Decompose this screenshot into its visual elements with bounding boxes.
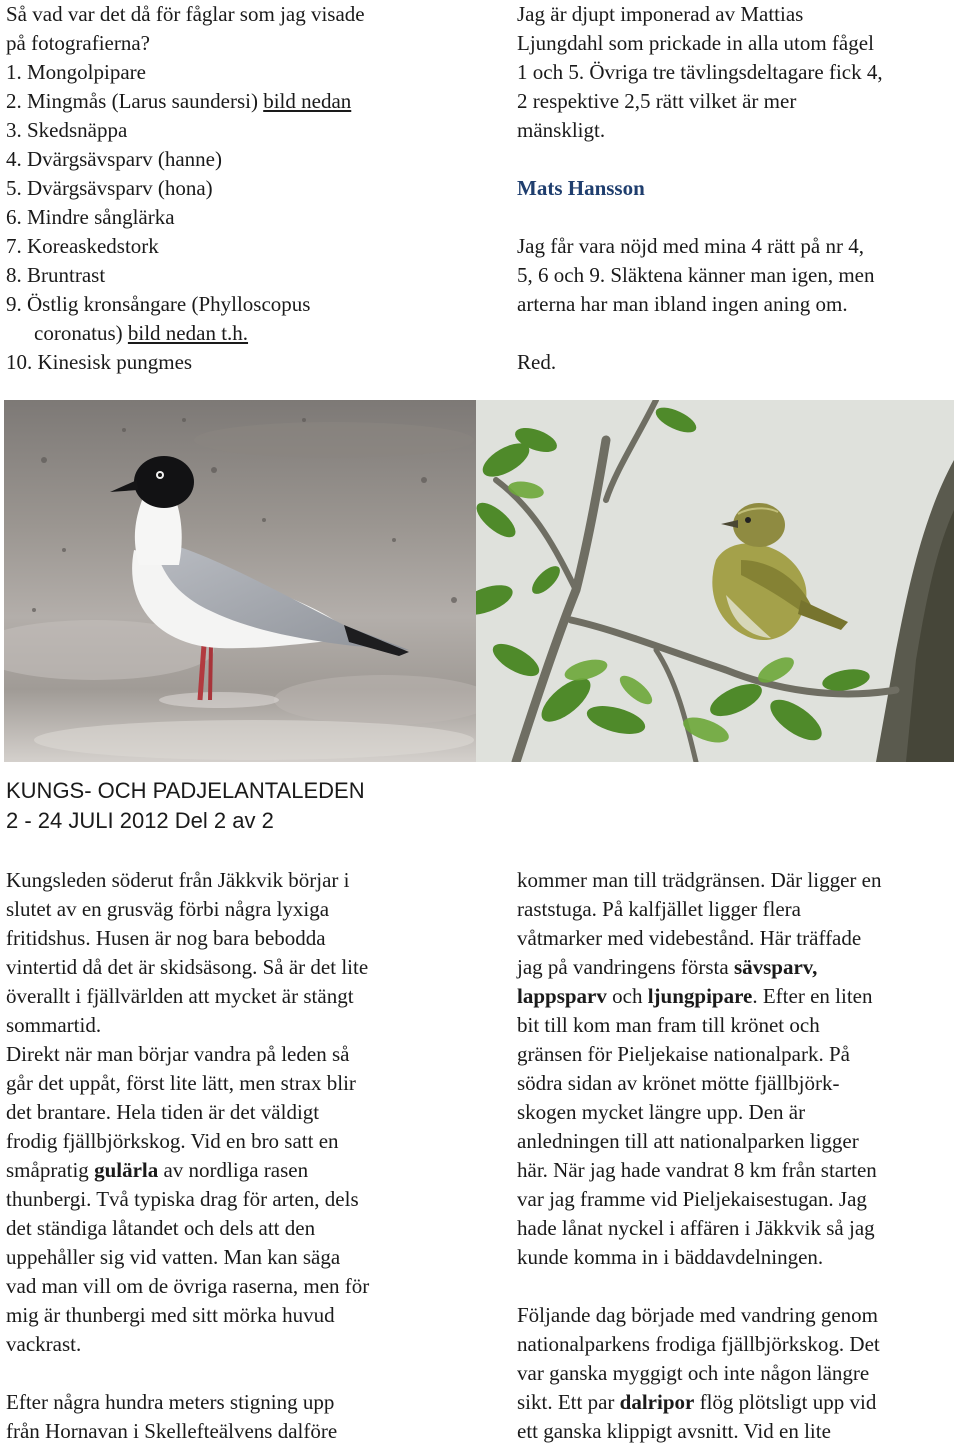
article-line: thunbergi. Två typiska drag för arten, dels	[6, 1187, 359, 1211]
author-name: Mats Hansson	[517, 176, 645, 200]
article-subtitle: 2 - 24 JULI 2012 Del 2 av 2	[6, 808, 274, 833]
article-header	[6, 776, 365, 836]
article-line: småpratig gulärla av nordliga rasen	[6, 1158, 309, 1182]
answer-item: 7. Koreaskedstork	[6, 234, 159, 258]
article-line: Efter några hundra meters stigning upp	[6, 1390, 335, 1414]
article-left-column	[6, 866, 456, 1446]
article-line: sommartid.	[6, 1013, 102, 1037]
answer-item: 4. Dvärgsävsparv (hanne)	[6, 147, 222, 171]
commentary-line: Jag får vara nöjd med mina 4 rätt på nr 4,	[517, 234, 864, 258]
article-line: ett ganska klippigt avsnitt. Vid en lite	[517, 1419, 831, 1443]
article-line: fritidshus. Husen är nog bara bebodda	[6, 926, 326, 950]
article-line: bit till kom man fram till krönet och	[517, 1013, 820, 1037]
article-line: överallt i fjällvärlden att mycket är stängt	[6, 984, 354, 1008]
article-right-column	[517, 866, 960, 1446]
answer-item-continued: coronatus) bild nedan t.h.	[34, 321, 249, 345]
commentary-line: 2 respektive 2,5 rätt vilket är mer	[517, 89, 797, 113]
commentary-line: 5, 6 och 9. Släktena känner man igen, men	[517, 263, 875, 287]
answer-item: 2. Mingmås (Larus saundersi) bild nedan	[6, 89, 352, 113]
warbler-photo	[476, 400, 954, 762]
bird-species-name: dalripor	[619, 1390, 695, 1414]
article-line: var jag framme vid Pieljekaisestugan. Jag	[517, 1187, 867, 1211]
bird-species-name: gulärla	[94, 1158, 159, 1182]
article-line: kommer man till trädgränsen. Där ligger en	[517, 868, 882, 892]
quiz-commentary-column	[517, 0, 960, 377]
commentary-line: mänskligt.	[517, 118, 606, 142]
answer-item: 6. Mindre sånglärka	[6, 205, 175, 229]
quiz-intro-line: Så vad var det då för fåglar som jag visade	[6, 2, 365, 26]
article-line: mig är thunbergi med sitt mörka huvud	[6, 1303, 335, 1327]
article-title: KUNGS- OCH PADJELANTALEDEN	[6, 778, 365, 803]
gull-illustration	[4, 400, 476, 762]
article-line: jag på vandringens första sävsparv,	[517, 955, 818, 979]
article-line: hade lånat nyckel i affären i Jäkkvik så jag	[517, 1216, 875, 1240]
commentary-line: Ljungdahl som prickade in alla utom fågel	[517, 31, 874, 55]
article-line: lappsparv och ljungpipare. Efter en liten	[517, 984, 873, 1008]
commentary-line: Jag är djupt imponerad av Mattias	[517, 2, 804, 26]
article-line: södra sidan av krönet mötte fjällbjörk-	[517, 1071, 840, 1095]
article-line: skogen mycket längre upp. Den är	[517, 1100, 806, 1124]
article-line: Följande dag började med vandring genom	[517, 1303, 878, 1327]
quiz-intro-line: på fotografierna?	[6, 31, 150, 55]
article-line: Direkt när man börjar vandra på leden så	[6, 1042, 350, 1066]
article-line: vad man vill om de övriga raserna, men för	[6, 1274, 370, 1298]
article-line: Kungsleden söderut från Jäkkvik börjar i	[6, 868, 350, 892]
article-line: slutet av en grusväg förbi några lyxiga	[6, 897, 330, 921]
commentary-line: 1 och 5. Övriga tre tävlingsdeltagare fick 4,	[517, 60, 883, 84]
article-line: gränsen för Pieljekaise nationalpark. På	[517, 1042, 850, 1066]
article-line: vackrast.	[6, 1332, 82, 1356]
article-line: det ständiga låtandet och dels att den	[6, 1216, 316, 1240]
article-line: frodig fjällbjörkskog. Vid en bro satt en	[6, 1129, 339, 1153]
commentary-line: arterna har man ibland ingen aning om.	[517, 292, 848, 316]
bird-species-name: ljungpipare	[647, 984, 753, 1008]
article-line: våtmarker med videbestånd. Här träffade	[517, 926, 862, 950]
article-line: nationalparkens frodiga fjällbjörkskog. Det	[517, 1332, 880, 1356]
bird-species-name: sävsparv,	[733, 955, 818, 979]
image-reference-link[interactable]: bild nedan t.h.	[127, 321, 249, 345]
answer-item: 3. Skedsnäppa	[6, 118, 128, 142]
article-line: det brantare. Hela tiden är det väldigt	[6, 1100, 320, 1124]
article-line: kunde komma in i bäddavdelningen.	[517, 1245, 824, 1269]
answer-item: 1. Mongolpipare	[6, 60, 146, 84]
article-line: anledningen till att nationalparken ligger	[517, 1129, 859, 1153]
editor-signature: Red.	[517, 350, 557, 374]
article-line: sikt. Ett par dalripor flög plötsligt upp vid	[517, 1390, 877, 1414]
image-reference-link[interactable]: bild nedan	[263, 89, 352, 113]
article-line: vintertid då det är skidsäsong. Så är det lite	[6, 955, 369, 979]
article-line: från Hornavan i Skellefteälvens dalföre	[6, 1419, 338, 1443]
article-line: här. När jag hade vandrat 8 km från starten	[517, 1158, 877, 1182]
article-line: uppehåller sig vid vatten. Man kan säga	[6, 1245, 341, 1269]
bird-species-name: lappsparv	[517, 984, 607, 1008]
answer-item: 9. Östlig kronsångare (Phylloscopus	[6, 292, 311, 316]
gull-photo	[4, 400, 476, 762]
quiz-answers-column	[6, 0, 456, 377]
warbler-illustration	[476, 400, 954, 762]
article-line: raststuga. På kalfjället ligger flera	[517, 897, 801, 921]
answer-item: 5. Dvärgsävsparv (hona)	[6, 176, 213, 200]
answer-item: 8. Bruntrast	[6, 263, 106, 287]
article-line: var ganska myggigt och inte någon längre	[517, 1361, 870, 1385]
answer-item: 10. Kinesisk pungmes	[6, 350, 193, 374]
article-line: går det uppåt, först lite lätt, men strax blir	[6, 1071, 356, 1095]
